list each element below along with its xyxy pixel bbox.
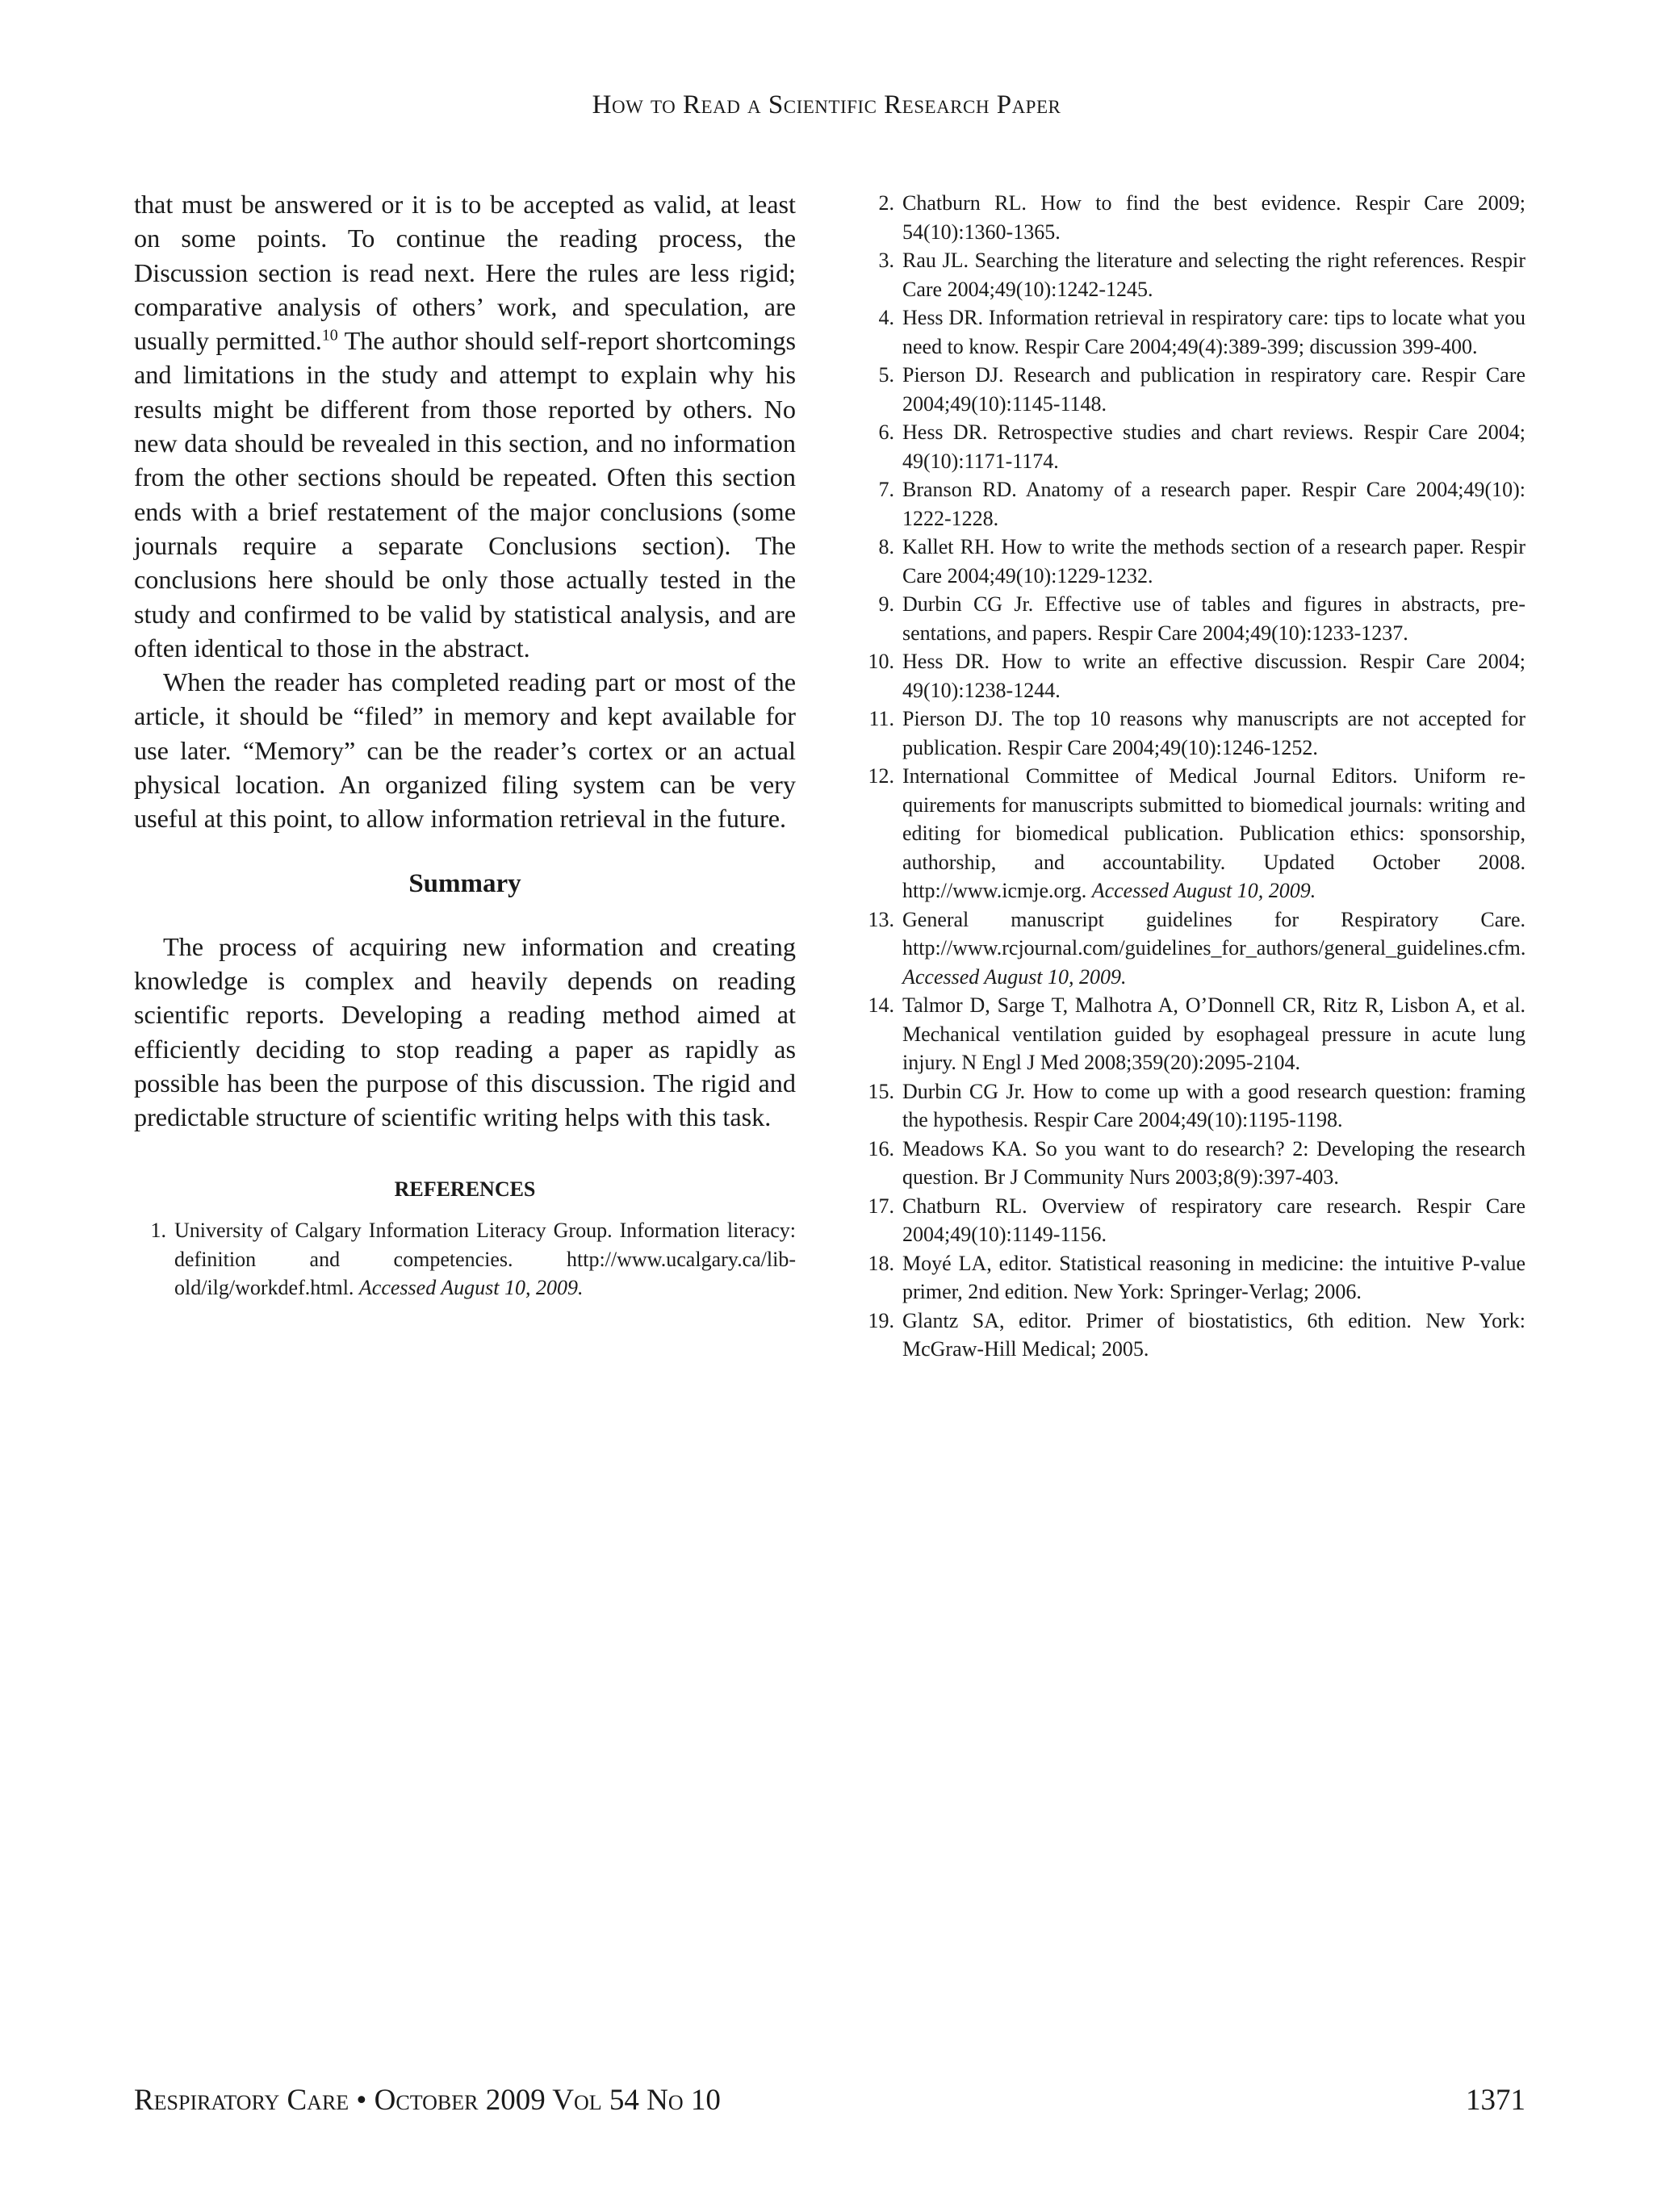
reference-text: International Committee of Medical Journal Editors. Uniform requirements for manuscripts submitted to biomedical journals: writing and editing for biomedical publication. Publication ethics: sponsorship, authorship, and accountability. Updated October 2008. http://www.icmje.org.	[902, 764, 1525, 902]
reference-text: Meadows KA. So you want to do research? 2: Developing the research question. Br J Community Nurs 2003;8(9):397-403.	[902, 1136, 1525, 1189]
page-footer	[134, 2083, 1525, 2118]
reference-text: University of Calgary Information Literacy Group. Information literacy: definition and competencies. http://www.ucalgary.ca/lib-old/ilg/workdef.html.	[174, 1219, 796, 1300]
discussion-paragraph	[134, 187, 796, 665]
reference-item	[862, 905, 1525, 992]
discussion-text-part2: The author should self-report shortcomings and limitations in the study and attempt to explain why his results might be different from those reported by others. No new data should be revealed in this section, and no information from the other sections should be repeated. Often this section ends with a brief restatement of the major conclusions (some journals require a separate Conclusions section). The conclusions here should be only those actually tested in the study and confirmed to be valid by statistical analysis, and are often identical to those in the abstract.	[134, 326, 796, 663]
reference-text: Chatburn RL. How to find the best evidence. Respir Care 2009; 54(10):1360-1365.	[902, 191, 1525, 244]
reference-item	[862, 361, 1525, 418]
reference-number: 12.	[868, 764, 894, 788]
journal-citation: Respiratory Care • October 2009 Vol 54 No 10	[134, 2084, 721, 2117]
reference-item	[862, 189, 1525, 246]
reference-text: Talmor D, Sarge T, Malhotra A, O’Donnell CR, Ritz R, Lisbon A, et al. Mechanical ventilation guided by esophageal pressure in acute lung injury. N Engl J Med 2008;359(20):2095-2104.	[902, 993, 1525, 1074]
reference-number: 5.	[878, 363, 894, 387]
reference-text: Pierson DJ. The top 10 reasons why manuscripts are not accepted for publication. Respir Care 2004;49(10):1246-1252.	[902, 707, 1525, 759]
reference-accessed: Accessed August 10, 2009.	[902, 964, 1127, 989]
reference-item	[862, 1135, 1525, 1192]
reference-list-left	[134, 1216, 796, 1303]
reference-number: 9.	[878, 592, 894, 616]
citation-superscript: 10	[321, 326, 338, 345]
reference-number: 6.	[878, 420, 894, 444]
left-column	[134, 187, 796, 1303]
filing-paragraph: When the reader has completed reading part or most of the article, it should be “filed” in memory and kept available for use later. “Memory” can be the reader’s cortex or an actual physical location. An organized filing system can be very useful at this point, to allow information retrieval in the future.	[134, 667, 796, 834]
reference-number: 11.	[868, 707, 894, 730]
reference-item	[862, 1249, 1525, 1307]
reference-text: Glantz SA, editor. Primer of biostatistics, 6th edition. New York: McGraw-Hill Medical; 2005.	[902, 1308, 1525, 1361]
reference-number: 2.	[878, 191, 894, 215]
reference-text: General manuscript guidelines for Respiratory Care. http://www.rcjournal.com/guidelines_for_authors/general_guidelines.cfm.	[902, 907, 1526, 960]
reference-number: 1.	[150, 1219, 166, 1243]
reference-number: 3.	[878, 249, 894, 272]
discussion-text-part1: that must be answered or it is to be accepted as valid, at least on some points. To continue the reading process, the Discussion section is read next. Here the rules are less rigid; comparative analysis of others’ work, and speculation, are usually permitted.	[134, 190, 796, 356]
reference-item	[862, 1077, 1525, 1135]
reference-item	[862, 590, 1525, 647]
reference-item	[862, 762, 1525, 905]
reference-item	[862, 1307, 1525, 1364]
reference-text: Hess DR. How to write an effective discussion. Respir Care 2004; 49(10):1238-1244.	[902, 650, 1525, 702]
reference-number: 17.	[868, 1194, 894, 1218]
reference-item	[862, 705, 1525, 762]
right-column	[862, 189, 1525, 1364]
reference-accessed: Accessed August 10, 2009.	[1091, 879, 1316, 902]
reference-text: Moyé LA, editor. Statistical reasoning in medicine: the intuitive P-value primer, 2nd edition. New York: Springer-Verlag; 2006.	[902, 1251, 1525, 1303]
reference-text: Hess DR. Information retrieval in respiratory care: tips to locate what you need to know. Respir Care 2004;49(4):389-399; discussion 399-400.	[902, 306, 1525, 358]
reference-number: 15.	[868, 1079, 894, 1103]
reference-number: 14.	[868, 993, 894, 1017]
references-heading: REFERENCES	[394, 1177, 536, 1202]
reference-item	[862, 246, 1525, 303]
reference-number: 18.	[868, 1251, 894, 1275]
reference-item	[862, 418, 1525, 475]
reference-number: 19.	[868, 1308, 894, 1332]
reference-text: Kallet RH. How to write the methods section of a research paper. Respir Care 2004;49(10):1229-1232.	[902, 535, 1525, 587]
reference-item	[862, 303, 1525, 361]
reference-item	[862, 475, 1525, 533]
summary-paragraph: The process of acquiring new information and creating knowledge is complex and heavily depends on reading scientific reports. Developing a reading method aimed at efficiently deciding to stop reading a paper as rapidly as possible has been the purpose of this discussion. The rigid and predictable structure of scientific writing helps with this task.	[134, 931, 796, 1132]
reference-item	[862, 1192, 1525, 1249]
reference-text: Pierson DJ. Research and publication in respiratory care. Respir Care 2004;49(10):1145-1148.	[902, 363, 1525, 416]
reference-number: 7.	[878, 478, 894, 501]
reference-accessed: Accessed August 10, 2009.	[358, 1276, 584, 1300]
reference-text: Hess DR. Retrospective studies and chart reviews. Respir Care 2004; 49(10):1171-1174.	[902, 420, 1525, 473]
reference-item	[862, 991, 1525, 1077]
reference-number: 4.	[878, 306, 894, 329]
reference-text: Durbin CG Jr. How to come up with a good research question: framing the hypothesis. Respir Care 2004;49(10):1195-1198.	[902, 1079, 1525, 1131]
reference-text: Rau JL. Searching the literature and selecting the right references. Respir Care 2004;49(10):1242-1245.	[902, 249, 1525, 301]
reference-text: Branson RD. Anatomy of a research paper. Respir Care 2004;49(10): 1222-1228.	[902, 478, 1525, 530]
reference-number: 8.	[878, 535, 894, 558]
reference-item	[862, 533, 1525, 590]
reference-item	[134, 1216, 796, 1303]
reference-item	[862, 647, 1525, 705]
reference-number: 10.	[868, 650, 894, 673]
reference-number: 13.	[868, 907, 894, 931]
page-number: 1371	[1466, 2084, 1525, 2117]
summary-heading: Summary	[408, 868, 521, 898]
reference-number: 16.	[868, 1136, 894, 1160]
reference-text: Durbin CG Jr. Effective use of tables and figures in abstracts, presentations, and papers. Respir Care 2004;49(10):1233-1237.	[902, 592, 1525, 645]
reference-text: Chatburn RL. Overview of respiratory care research. Respir Care 2004;49(10):1149-1156.	[902, 1194, 1525, 1246]
reference-list-right	[862, 189, 1525, 1364]
running-head: How to Read a Scientific Research Paper	[592, 90, 1061, 119]
